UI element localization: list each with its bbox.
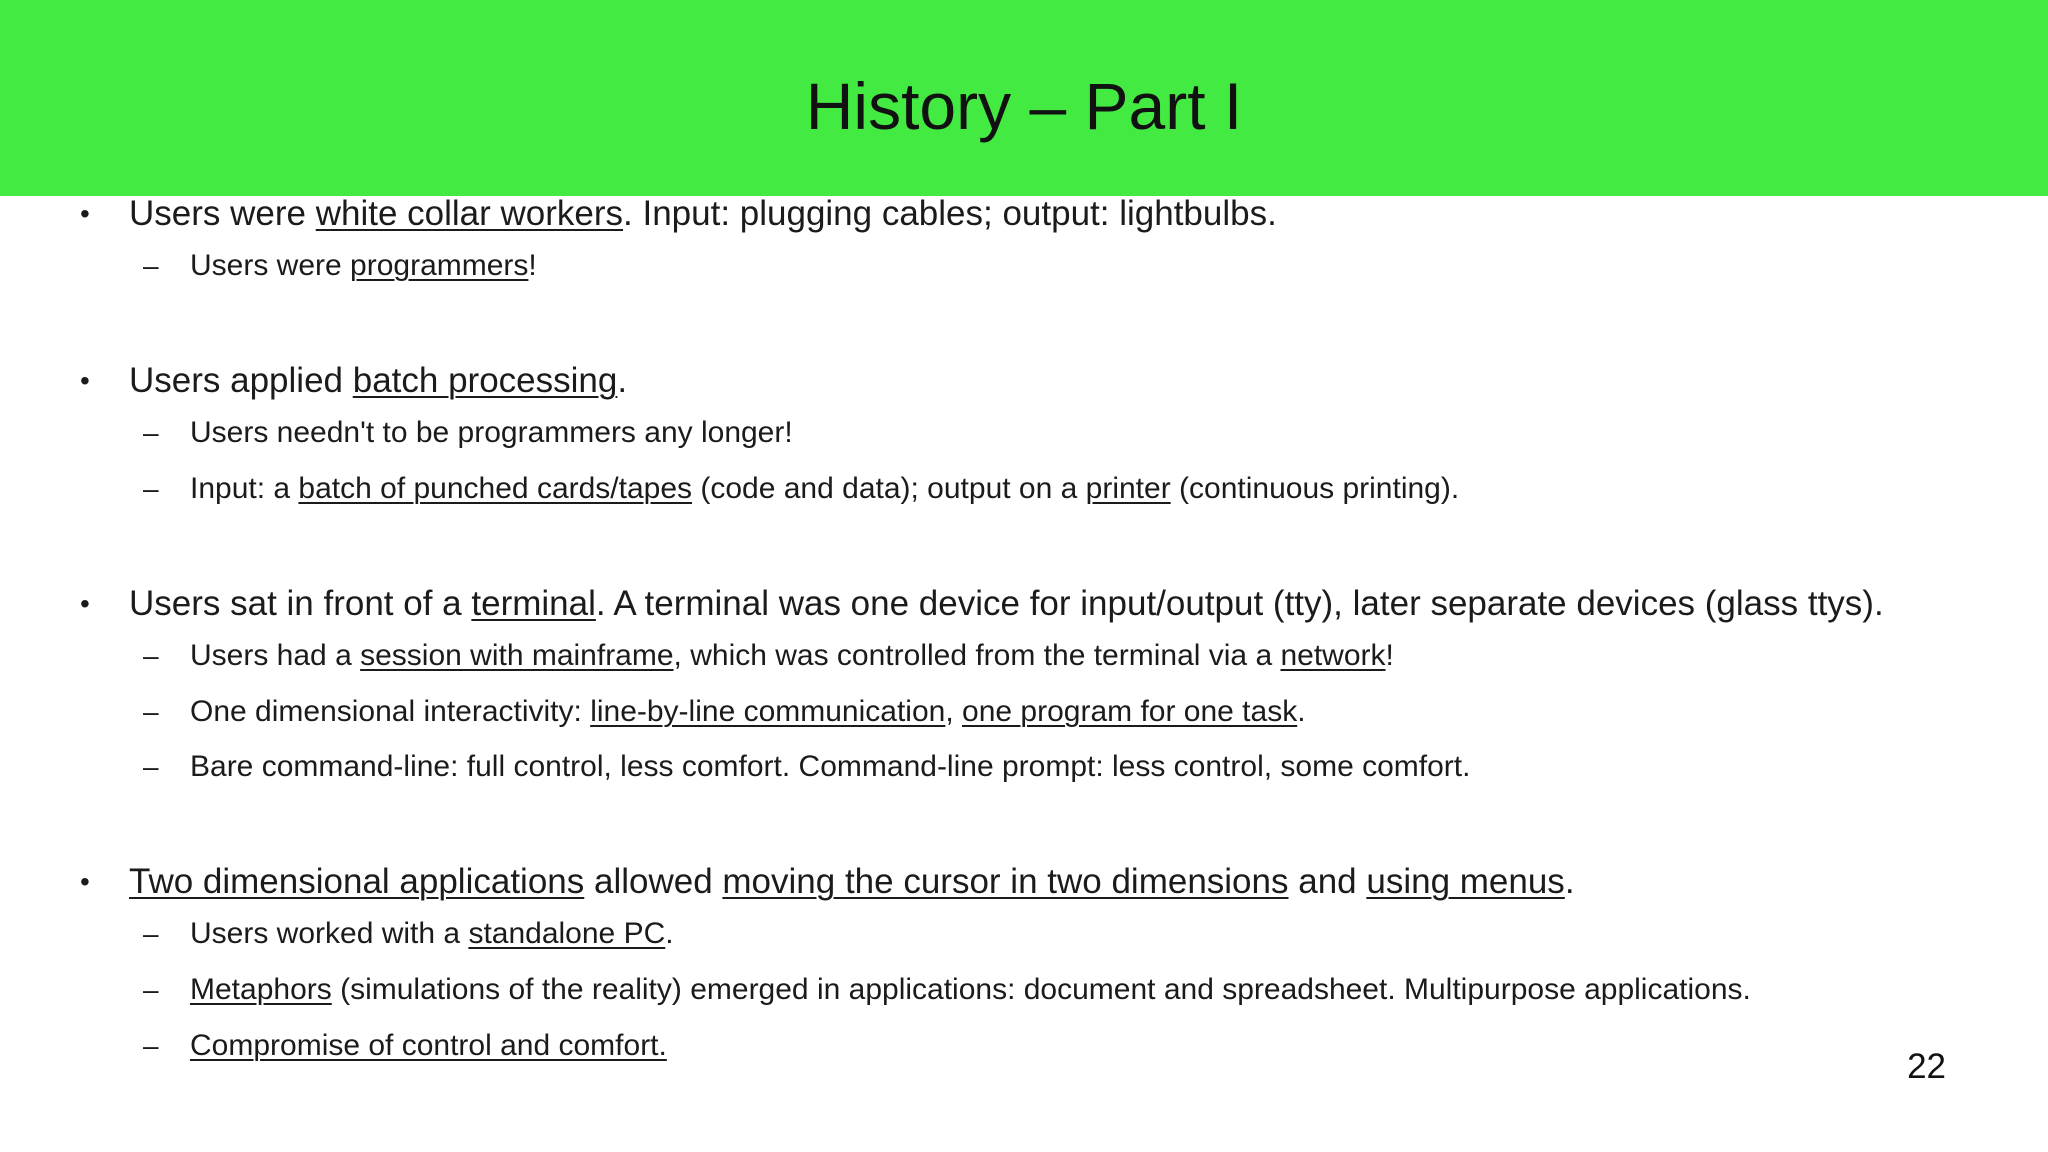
- text-run: (code and data); output on a: [692, 472, 1086, 505]
- bullet-1-text: [129, 193, 1277, 235]
- bullet-2-text: [129, 360, 627, 402]
- text-run: Input: a: [190, 472, 299, 505]
- bullet-3-sub-3: [190, 749, 1470, 785]
- text-run-underlined: session with mainframe: [360, 639, 674, 672]
- text-run: .: [665, 917, 674, 950]
- sub-bullet-marker: –: [143, 473, 159, 504]
- sub-bullet-marker: –: [143, 696, 159, 727]
- text-run-underlined: standalone PC: [468, 917, 666, 950]
- text-run-underlined: line-by-line communication: [590, 695, 946, 728]
- text-run: !: [1385, 639, 1394, 672]
- text-run-underlined: batch of punched cards/tapes: [298, 472, 693, 505]
- text-run: .: [1564, 862, 1575, 901]
- text-run: !: [528, 249, 537, 282]
- text-run: allowed: [584, 862, 723, 901]
- sub-bullet-marker: –: [143, 974, 159, 1005]
- text-run: .: [1297, 695, 1306, 728]
- text-run-underlined: one program for one task: [962, 695, 1298, 728]
- bullet-2-sub-2: [190, 471, 1459, 507]
- bullet-4-sub-1: [190, 916, 674, 952]
- bullet-4-text: [129, 861, 1575, 903]
- text-run: Users sat in front of a: [129, 584, 472, 623]
- sub-bullet-marker: –: [143, 751, 159, 782]
- text-run-underlined: printer: [1085, 472, 1171, 505]
- text-run: . A terminal was one device for input/output (tty), later separate devices (glass ttys).: [595, 584, 1884, 623]
- text-run: (continuous printing).: [1170, 472, 1460, 505]
- bullet-marker: •: [80, 365, 90, 396]
- text-run: Users worked with a: [190, 917, 469, 950]
- sub-bullet-marker: –: [143, 640, 159, 671]
- slide-title: History – Part I: [805, 69, 1243, 143]
- sub-bullet-marker: –: [143, 417, 159, 448]
- text-run: Bare command-line: full control, less comfort. Command-line prompt: less control, some comfort.: [190, 750, 1471, 783]
- text-run-underlined: terminal: [471, 584, 596, 623]
- bullet-3-text: [129, 583, 1884, 625]
- text-run: Users were: [190, 249, 351, 282]
- text-run: Users needn't to be programmers any longer!: [190, 416, 793, 449]
- text-run: Users had a: [190, 639, 361, 672]
- bullet-marker: •: [80, 866, 90, 897]
- page-number: 22: [1907, 1047, 1946, 1086]
- sub-bullet-marker: –: [143, 918, 159, 949]
- sub-bullet-marker: –: [143, 1030, 159, 1061]
- sub-bullet-marker: –: [143, 250, 159, 281]
- text-run-underlined: Compromise of control and comfort.: [190, 1029, 667, 1062]
- text-run: (simulations of the reality) emerged in applications: document and spreadsheet. Multipurpose applications.: [331, 973, 1751, 1006]
- text-run-underlined: white collar workers: [315, 194, 624, 233]
- bullet-marker: •: [80, 198, 90, 229]
- bullet-2-sub-1: [190, 415, 793, 451]
- text-run-underlined: programmers: [350, 249, 529, 282]
- bullet-marker: •: [80, 588, 90, 619]
- text-run: One dimensional interactivity:: [190, 695, 591, 728]
- bullet-4-sub-2: [190, 972, 1751, 1008]
- bullet-3-sub-1: [190, 638, 1394, 674]
- text-run-underlined: Metaphors: [190, 973, 332, 1006]
- text-run: and: [1288, 862, 1367, 901]
- bullet-4-sub-3: [190, 1028, 667, 1064]
- text-run: .: [617, 361, 628, 400]
- bullet-3-sub-2: [190, 694, 1306, 730]
- text-run: . Input: plugging cables; output: lightbulbs.: [623, 194, 1277, 233]
- text-run-underlined: moving the cursor in two dimensions: [722, 862, 1289, 901]
- text-run: Users applied: [129, 361, 353, 400]
- bullet-1-sub-1: [190, 248, 537, 284]
- text-run: Users were: [129, 194, 316, 233]
- text-run: , which was controlled from the terminal via a: [673, 639, 1281, 672]
- text-run-underlined: network: [1280, 639, 1386, 672]
- text-run-underlined: using menus: [1366, 862, 1565, 901]
- text-run-underlined: batch processing: [352, 361, 618, 400]
- text-run: ,: [945, 695, 963, 728]
- text-run-underlined: Two dimensional applications: [129, 862, 585, 901]
